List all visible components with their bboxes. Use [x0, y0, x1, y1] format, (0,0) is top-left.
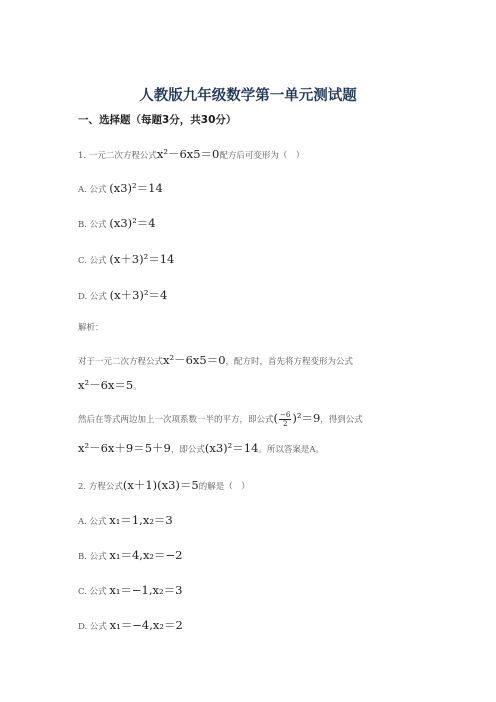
analysis-text: ，得到公式: [320, 415, 363, 425]
question-text: 方程公式: [88, 482, 123, 492]
analysis-formula: x²－6x5＝0: [163, 353, 226, 367]
option-word: 公式: [89, 220, 107, 230]
option-word: 公式: [89, 517, 107, 527]
option-a: [78, 180, 163, 196]
analysis-line-4: [78, 440, 324, 456]
option-c: [78, 251, 174, 267]
analysis-text: ，即公式: [170, 445, 205, 455]
option-word: 公式: [89, 256, 107, 266]
fraction-denominator: 2: [282, 419, 288, 428]
question-formula: (x＋1)(x3)＝5: [122, 478, 199, 492]
option-label: A.: [78, 185, 87, 195]
analysis-text: 。: [133, 382, 142, 392]
fraction-numerator: −6: [280, 410, 291, 419]
analysis-line-1: [78, 352, 353, 368]
option-label: D.: [78, 292, 88, 302]
question-2: [78, 477, 250, 493]
option-formula: (x3)²＝4: [109, 216, 156, 230]
option-a: [78, 512, 173, 528]
analysis-formula: (x3)²＝14: [204, 441, 259, 455]
analysis-text: 对于一元二次方程公式: [78, 357, 164, 367]
analysis-text: 。所以答案是A。: [258, 445, 325, 455]
option-word: 公式: [89, 185, 107, 195]
option-word: 公式: [89, 587, 107, 597]
option-formula: (x＋3)²＝4: [109, 288, 168, 302]
option-word: 公式: [89, 622, 107, 632]
question-formula: x²－6x5＝0: [156, 147, 220, 161]
analysis-line-2: [78, 377, 142, 393]
option-d: [78, 287, 167, 303]
option-b: [78, 547, 183, 563]
question-text-tail: 配方后可变形为（ ）: [219, 151, 305, 161]
option-c: [78, 582, 182, 598]
option-formula: (x3)²＝14: [109, 181, 163, 195]
question-text: 一元二次方程公式: [88, 151, 157, 161]
option-formula: x₁＝1,x₂＝3: [109, 513, 173, 527]
analysis-formula-tail: ²＝9: [296, 411, 321, 425]
question-number: 1.: [78, 151, 87, 161]
analysis-text: ，配方时，首先将方程变形为公式: [225, 357, 354, 367]
analysis-line-3: [78, 410, 363, 428]
fraction: [279, 411, 291, 428]
option-b: [78, 215, 156, 231]
option-label: C.: [78, 256, 87, 266]
question-text-tail: 的解是（ ）: [198, 482, 250, 492]
option-word: 公式: [89, 292, 107, 302]
option-formula: x₁＝4,x₂＝−2: [109, 548, 183, 562]
analysis-label: 解析：: [78, 323, 104, 333]
option-label: C.: [78, 587, 87, 597]
option-formula: x₁＝−1,x₂＝3: [109, 583, 183, 597]
page-title: 人教版九年级数学第一单元测试题: [139, 88, 357, 104]
option-formula: (x＋3)²＝14: [109, 252, 175, 266]
option-label: A.: [78, 517, 87, 527]
option-formula: x₁＝−4,x₂＝2: [109, 618, 183, 632]
section-heading: 一、选择题（每题3分，共30分）: [78, 114, 237, 126]
question-number: 2.: [78, 482, 87, 492]
option-label: D.: [78, 622, 88, 632]
option-d: [78, 617, 183, 633]
option-label: B.: [78, 220, 87, 230]
analysis-formula: x²－6x＝5: [78, 378, 134, 392]
option-word: 公式: [89, 552, 107, 562]
analysis-formula: x²－6x＋9＝5＋9: [78, 441, 171, 455]
question-1: [78, 146, 304, 162]
analysis-text: 然后在等式两边加上一次项系数一半的平方，即公式: [78, 415, 274, 425]
option-label: B.: [78, 552, 87, 562]
analysis-formula: ( $\frac{-6}{2}$ )²＝9: [273, 410, 321, 428]
